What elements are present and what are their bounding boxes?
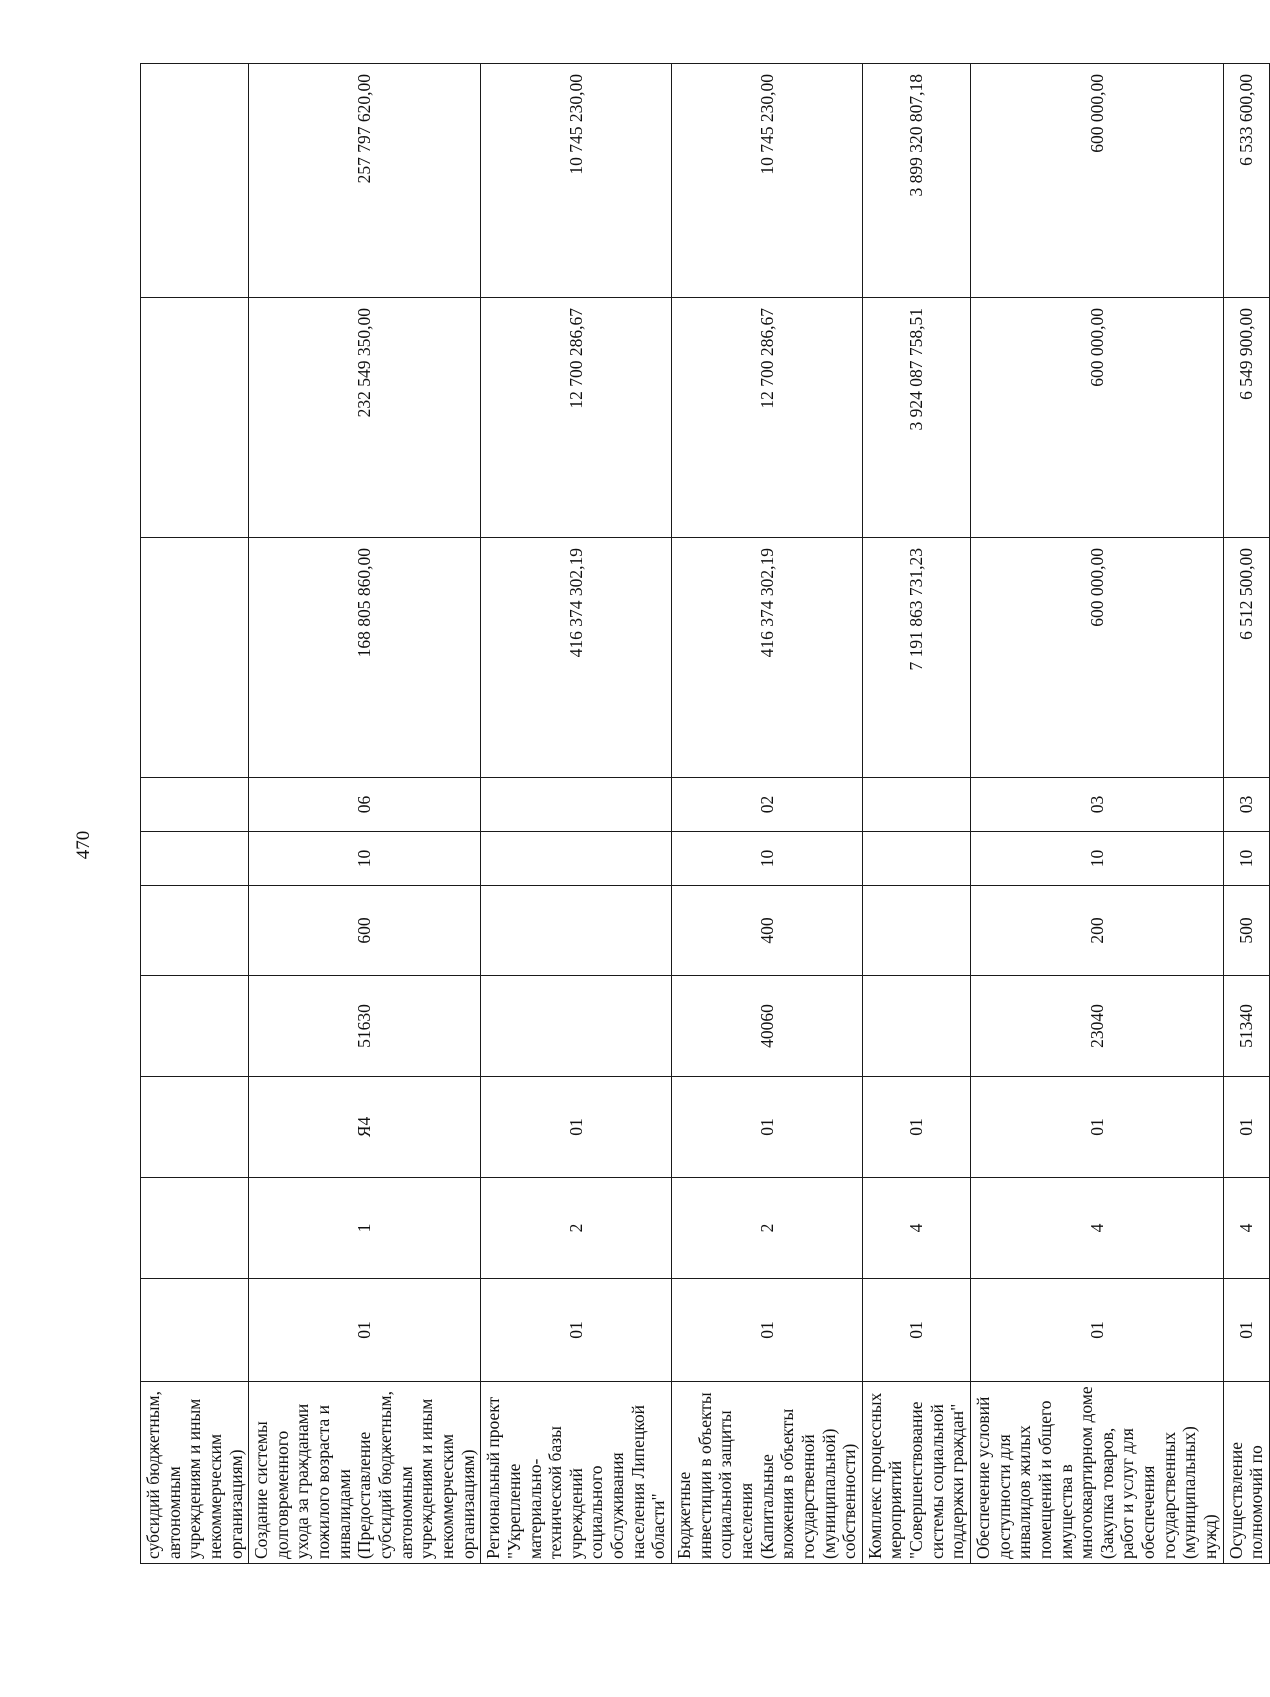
- row-name: Создание системы долговременного ухода за гражданами пожилого возраста и инвалидами (Предоставление субсидий бюджетным, автономным учреждениям и иным некоммерческим организациям): [249, 1382, 481, 1564]
- row-name: Региональный проект "Укрепление материально-технической базы учреждений социального обслуживания населения Липецкой области": [481, 1382, 672, 1564]
- cell-code-1: [141, 1279, 249, 1382]
- cell-code-3: 01: [862, 1077, 970, 1178]
- cell-code-1: 01: [1223, 1279, 1269, 1382]
- cell-code-6: 10: [249, 832, 481, 886]
- cell-code-2: 4: [1223, 1178, 1269, 1279]
- cell-code-5: 600: [249, 886, 481, 976]
- cell-code-3: [141, 1077, 249, 1178]
- cell-code-5: [481, 886, 672, 976]
- cell-code-7: 03: [1223, 778, 1269, 832]
- cell-value-1: 6 512 500,00: [1223, 538, 1269, 778]
- table-row: [672, 64, 863, 1564]
- cell-value-1: 416 374 302,19: [672, 538, 863, 778]
- row-name: Бюджетные инвестиции в объекты социальной защиты населения (Капитальные вложения в объекты государственной (муниципальной) собственности): [672, 1382, 863, 1564]
- cell-code-6: 10: [1223, 832, 1269, 886]
- cell-code-5: 500: [1223, 886, 1269, 976]
- cell-value-3: 257 797 620,00: [249, 64, 481, 298]
- cell-code-5: [862, 886, 970, 976]
- cell-code-2: 4: [862, 1178, 970, 1279]
- row-name: Обеспечение условий доступности для инвалидов жилых помещений и общего имущества в многоквартирном доме (Закупка товаров, работ и услуг для обеспечения государственных (муниципальных) нужд): [970, 1382, 1223, 1564]
- cell-code-6: 10: [970, 832, 1223, 886]
- cell-value-2: 232 549 350,00: [249, 298, 481, 538]
- cell-value-3: [141, 64, 249, 298]
- cell-code-3: 01: [970, 1077, 1223, 1178]
- cell-value-2: 600 000,00: [970, 298, 1223, 538]
- cell-value-3: 600 000,00: [970, 64, 1223, 298]
- rotated-table-container: [140, 64, 1267, 1564]
- table-row: [862, 64, 970, 1564]
- row-name: субсидий бюджетным, автономным учреждениям и иным некоммерческим организациям): [141, 1382, 249, 1564]
- cell-code-3: Я4: [249, 1077, 481, 1178]
- table-row: [1223, 64, 1269, 1564]
- cell-code-1: 01: [672, 1279, 863, 1382]
- cell-code-2: 2: [672, 1178, 863, 1279]
- cell-code-7: [862, 778, 970, 832]
- table-row: [970, 64, 1223, 1564]
- cell-value-2: [141, 298, 249, 538]
- cell-value-2: 12 700 286,67: [481, 298, 672, 538]
- cell-code-5: 400: [672, 886, 863, 976]
- budget-table: [140, 63, 1270, 1564]
- cell-value-3: 6 533 600,00: [1223, 64, 1269, 298]
- cell-code-4: 40060: [672, 976, 863, 1077]
- cell-code-6: [862, 832, 970, 886]
- cell-code-3: 01: [1223, 1077, 1269, 1178]
- cell-code-3: 01: [481, 1077, 672, 1178]
- cell-value-2: 6 549 900,00: [1223, 298, 1269, 538]
- cell-code-4: 51630: [249, 976, 481, 1077]
- cell-code-7: [481, 778, 672, 832]
- cell-code-7: [141, 778, 249, 832]
- cell-value-2: 12 700 286,67: [672, 298, 863, 538]
- cell-code-4: [141, 976, 249, 1077]
- cell-code-6: 10: [672, 832, 863, 886]
- cell-code-5: [141, 886, 249, 976]
- cell-value-1: 600 000,00: [970, 538, 1223, 778]
- cell-code-4: [862, 976, 970, 1077]
- table-row: [249, 64, 481, 1564]
- cell-code-1: 01: [481, 1279, 672, 1382]
- cell-code-4: 51340: [1223, 976, 1269, 1077]
- cell-value-1: 168 805 860,00: [249, 538, 481, 778]
- cell-value-1: [141, 538, 249, 778]
- table-row: [141, 64, 249, 1564]
- cell-value-3: 10 745 230,00: [672, 64, 863, 298]
- cell-code-7: 02: [672, 778, 863, 832]
- cell-value-1: 7 191 863 731,23: [862, 538, 970, 778]
- cell-code-2: 4: [970, 1178, 1223, 1279]
- cell-code-1: 01: [249, 1279, 481, 1382]
- cell-code-4: 23040: [970, 976, 1223, 1077]
- row-name: Комплекс процессных мероприятий "Совершенствование системы социальной поддержки граждан": [862, 1382, 970, 1564]
- page-number: 470: [73, 830, 94, 860]
- cell-code-7: 03: [970, 778, 1223, 832]
- cell-code-1: 01: [970, 1279, 1223, 1382]
- table-row: [481, 64, 672, 1564]
- cell-code-4: [481, 976, 672, 1077]
- cell-code-6: [141, 832, 249, 886]
- cell-code-2: 2: [481, 1178, 672, 1279]
- cell-code-2: [141, 1178, 249, 1279]
- row-name: Осуществление полномочий по: [1223, 1382, 1269, 1564]
- cell-code-3: 01: [672, 1077, 863, 1178]
- cell-code-6: [481, 832, 672, 886]
- cell-value-3: 10 745 230,00: [481, 64, 672, 298]
- cell-value-1: 416 374 302,19: [481, 538, 672, 778]
- cell-value-2: 3 924 087 758,51: [862, 298, 970, 538]
- cell-code-1: 01: [862, 1279, 970, 1382]
- cell-value-3: 3 899 320 807,18: [862, 64, 970, 298]
- cell-code-2: 1: [249, 1178, 481, 1279]
- cell-code-5: 200: [970, 886, 1223, 976]
- cell-code-7: 06: [249, 778, 481, 832]
